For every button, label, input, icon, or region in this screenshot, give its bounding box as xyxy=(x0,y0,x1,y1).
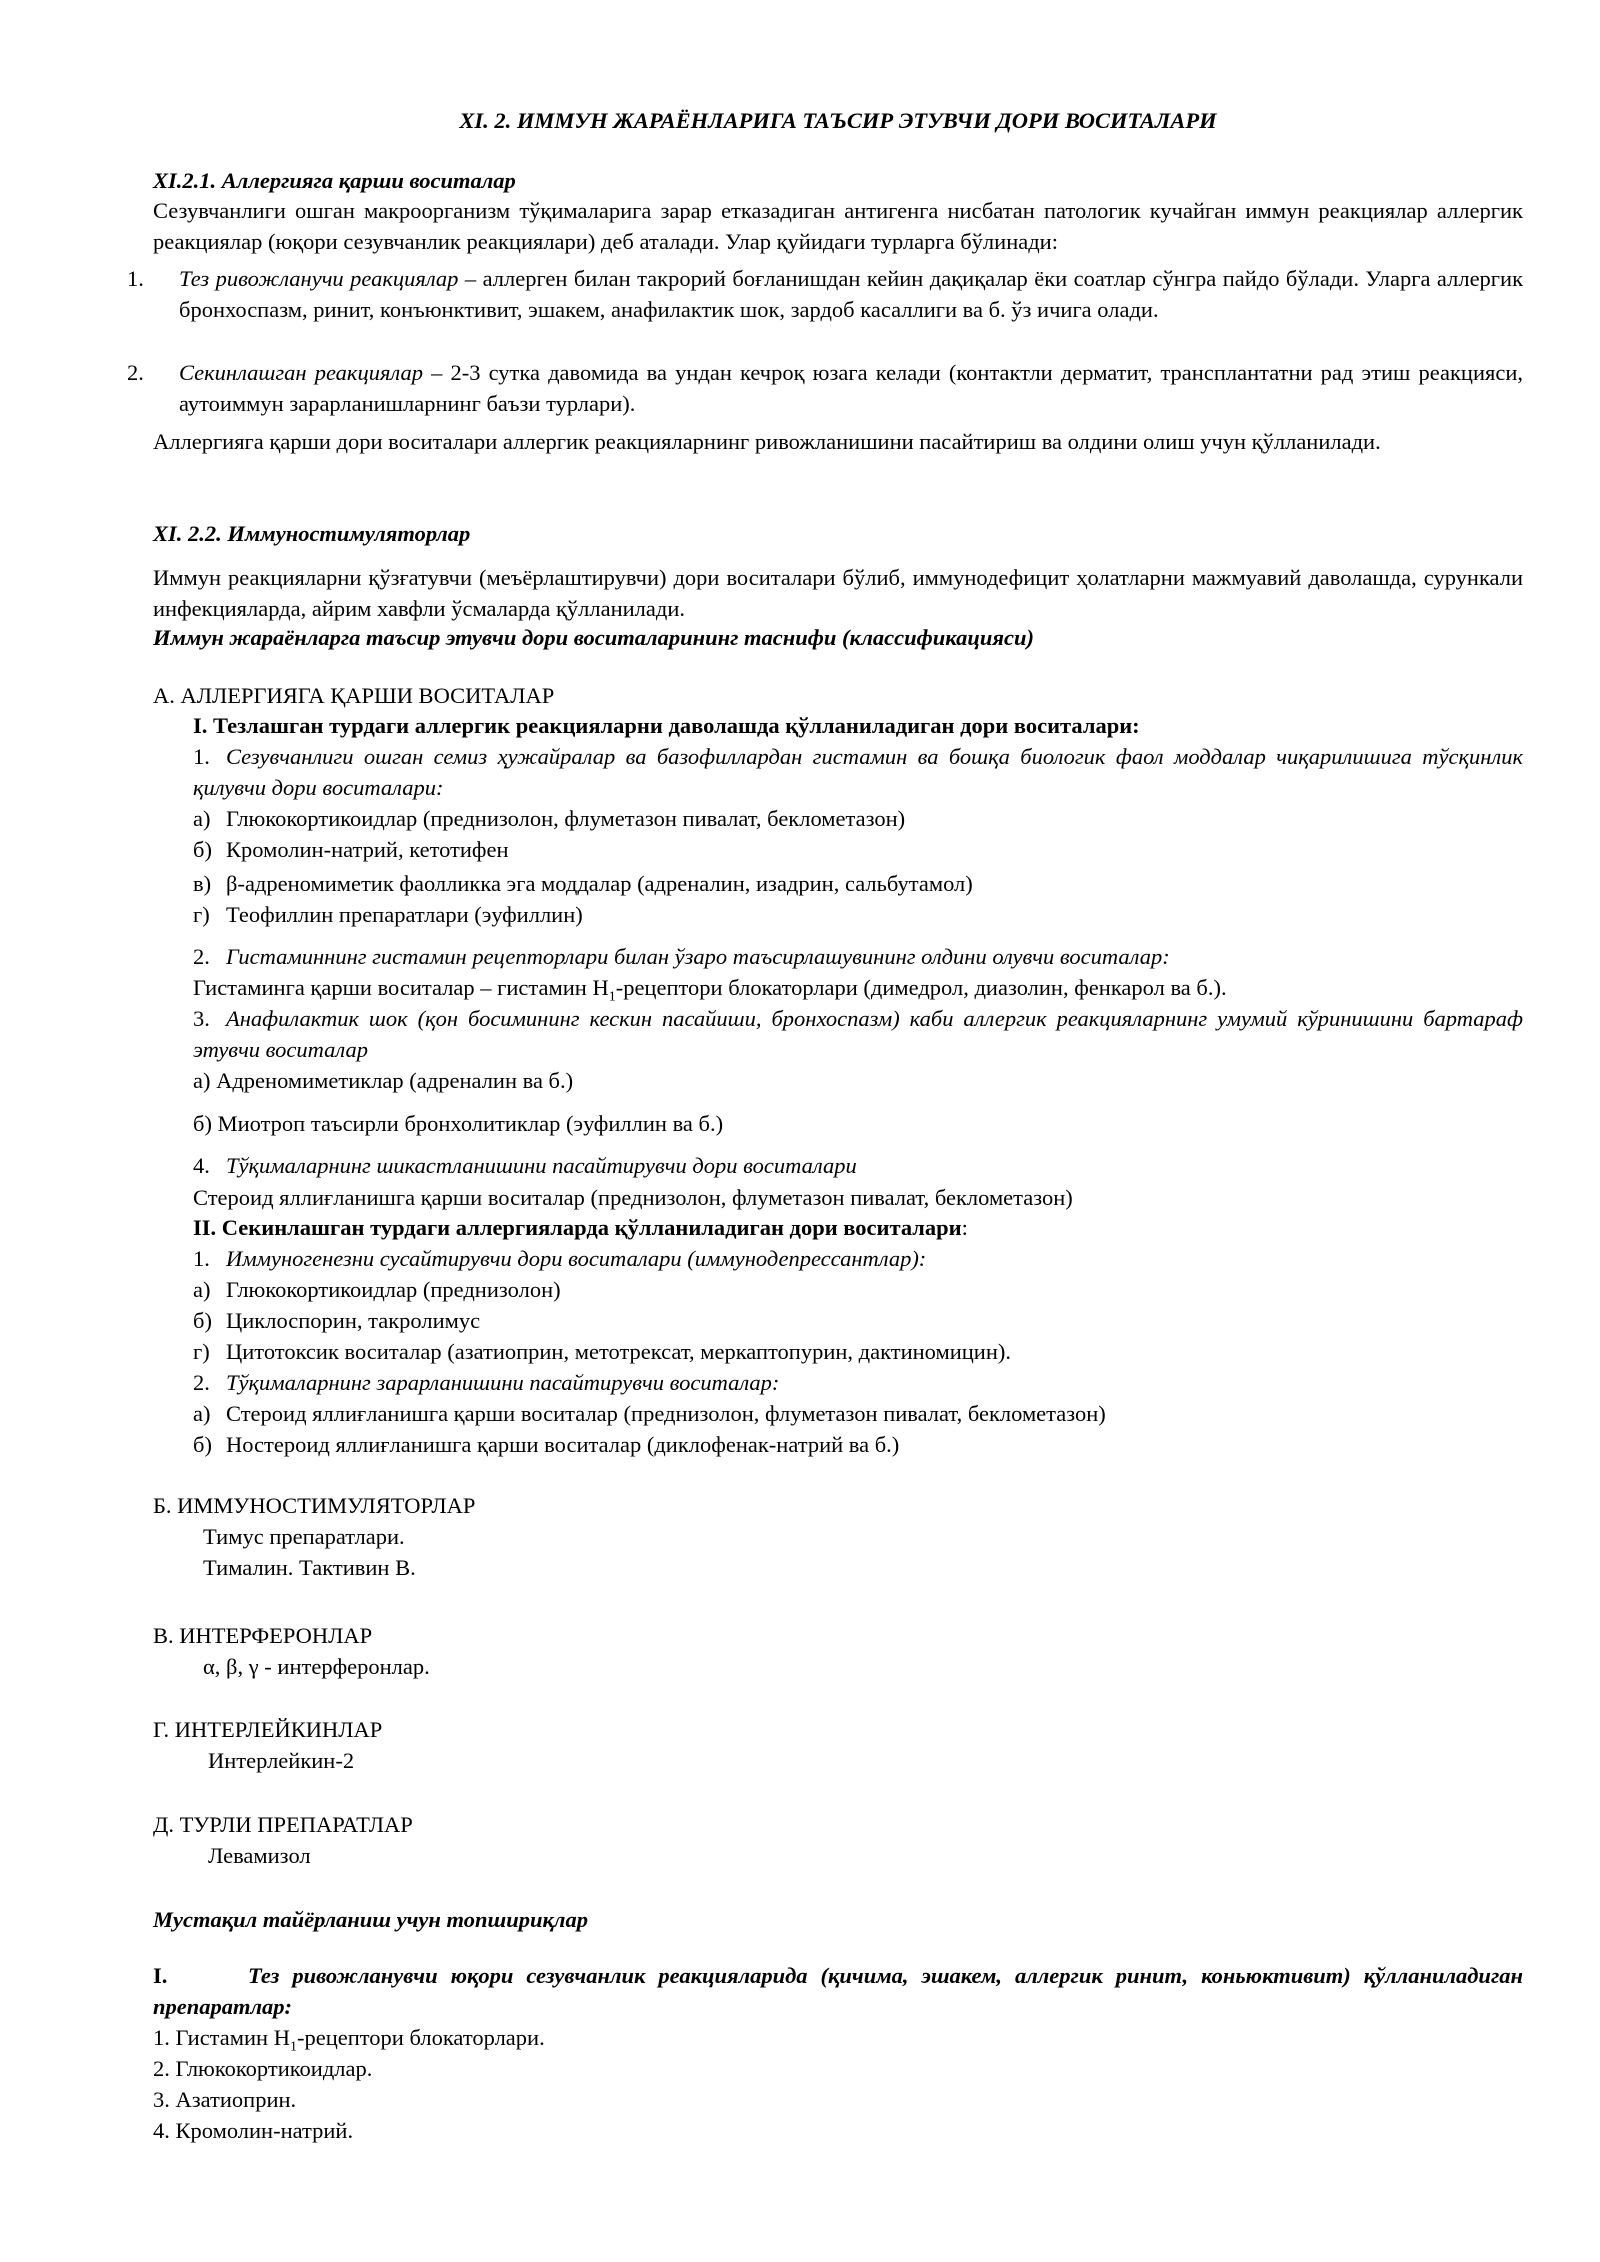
section-heading-immunostimulators: XI. 2.2. Иммуностимуляторлар xyxy=(153,521,471,546)
subgroup-heading-i: I. Тезлашган турдаги аллергик реакцияларни даволашда қўлланиладиган дори воситалари: xyxy=(193,713,1140,738)
answer-option-2: 2. Глюкокортикоидлар. xyxy=(153,2056,373,2081)
list-item: б) Кромолин-натрий, кетотифен xyxy=(193,837,509,862)
thymalin-line: Тималин. Тактивин В. xyxy=(203,1555,416,1580)
list-item: в) β-адреномиметик фаолликка эга моддалар (адреналин, изадрин, сальбутамол) xyxy=(193,871,973,896)
list-item: а) Стероид яллиғланишга қарши воситалар (преднизолон, флуметазон пивалат, беклометазон) xyxy=(193,1401,1106,1426)
immunostimulators-paragraph: Иммун реакцияларни қўзғатувчи (меъёрлаштирувчи) дори воситалари бўлиб, иммунодефицит ҳолатларни мажмуавий даволашда, сурункали инфекцияларда, айрим хавфли ўсмаларда қўлланилади. xyxy=(153,565,1523,621)
answer-option-1: 1. Гистамин $Н_1$-рецептори блокаторлари. xyxy=(153,2025,545,2055)
section-heading-allergy: XI.2.1. Аллергияга қарши воситалар xyxy=(153,168,516,193)
group-heading-d: Д. ТУРЛИ ПРЕПАРАТЛАР xyxy=(153,1812,413,1837)
antihistamine-line: Гистаминга қарши воситалар – гистамин $Н_1$-рецептори блокаторлари (димедрол, диазолин, фенкарол ва б.). xyxy=(193,975,1227,1005)
page-title: XI. 2. ИММУН ЖАРАЁНЛАРИГА ТАЪСИР ЭТУВЧИ ДОРИ ВОСИТАЛАРИ xyxy=(459,108,1217,133)
interferons-line: α, β, γ - интерферонлар. xyxy=(203,1654,430,1679)
drug-group-1: 1. Сезувчанлиги ошган семиз ҳужайралар ва базофиллардан гистамин ва бошқа биологик фаол моддалар чиқарилишига тўсқинлик қилувчи дори воситалари: xyxy=(193,744,1523,800)
allergy-intro-paragraph: Сезувчанлиги ошган макроорганизм тўқималарига зарар етказадиган антигенга нисбатан патологик кучайган иммун реакциялар аллергик реакциялар (юқори сезувчанлик реакциялари) деб аталади. Улар қуйидаги турларга бўлинади: xyxy=(153,198,1523,254)
drug-group-2: 2. Гистаминнинг гистамин рецепторлари билан ўзаро таъсирлашувининг олдини олувчи воситалар: xyxy=(193,944,1170,969)
reaction-type-item-2: 2. Секинлашган реакциялар – 2-3 сутка давомида ва ундан кечроқ юзага келади (контактли дерматит, трансплантатни рад этиш реакцияси, аутоиммун зарарланишларнинг баъзи турлари). xyxy=(127,360,1523,416)
list-item: а) Адреномиметиклар (адреналин ва б.) xyxy=(193,1068,574,1093)
list-item: а) Глюкокортикоидлар (преднизолон) xyxy=(193,1277,561,1302)
list-item: г) Теофиллин препаратлари (эуфиллин) xyxy=(193,902,583,927)
interleukin-line: Интерлейкин-2 xyxy=(208,1748,355,1773)
tasks-heading: Мустақил тайёрланиш учун топшириқлар xyxy=(153,1907,588,1932)
drug-group-ii-1: 1. Иммуногенезни сусайтирувчи дори воситалари (иммунодепрессантлар): xyxy=(193,1246,927,1271)
levamisole-line: Левамизол xyxy=(208,1843,311,1868)
classification-heading: Иммун жараёнларга таъсир этувчи дори воситаларининг таснифи (классификацияси) xyxy=(153,625,1034,650)
reaction-type-item-1: 1. Тез ривожланучи реакциялар – аллерген билан такрорий боғланишдан кейин дақиқалар ёки соатлар сўнгра пайдо бўлади. Уларга аллергик бронхоспазм, ринит, конъюнктивит, эшакем, анафилактик шок, зардоб касаллиги ва б. ўз ичига олади. xyxy=(127,266,1524,322)
reaction-type-name: Секинлашган реакциялар xyxy=(179,360,423,385)
subgroup-heading-ii: II. Секинлашган турдаги аллергияларда қўлланиладиган дори воситалари: xyxy=(193,1215,968,1240)
group-heading-v: В. ИНТЕРФЕРОНЛАР xyxy=(153,1623,373,1648)
drug-group-4: 4. Тўқималарнинг шикастланишини пасайтирувчи дори воситалари xyxy=(193,1153,857,1178)
group-heading-g: Г. ИНТЕРЛЕЙКИНЛАР xyxy=(153,1717,383,1742)
list-item: г) Цитотоксик воситалар (азатиоприн, метотрексат, меркаптопурин, дактиномицин). xyxy=(193,1339,1011,1364)
steroid-line: Стероид яллиғланишга қарши воситалар (преднизолон, флуметазон пивалат, беклометазон) xyxy=(193,1185,1073,1210)
list-item: б) Циклоспорин, такролимус xyxy=(193,1308,481,1333)
answer-option-4: 4. Кромолин-натрий. xyxy=(153,2118,354,2143)
thymus-line: Тимус препаратлари. xyxy=(203,1524,405,1549)
list-item: б) Ностероид яллиғланишга қарши воситалар (диклофенак-натрий ва б.) xyxy=(193,1432,900,1457)
reaction-type-name: Тез ривожланучи реакциялар xyxy=(179,266,459,291)
list-item: а) Глюкокортикоидлар (преднизолон, флуметазон пивалат, беклометазон) xyxy=(193,806,906,831)
group-heading-b: Б. ИММУНОСТИМУЛЯТОРЛАР xyxy=(153,1493,476,1518)
allergy-usage-paragraph: Аллергияга қарши дори воситалари аллергик реакцияларнинг ривожланишини пасайтириш ва олдини олиш учун қўлланилади. xyxy=(153,429,1381,454)
task-question: I. Тез ривожланувчи юқори сезувчанлик реакцияларида (қичима, эшакем, аллергик ринит, коньюктивит) қўлланиладиган препаратлар: xyxy=(153,1963,1523,2019)
group-heading-a: А. АЛЛЕРГИЯГА ҚАРШИ ВОСИТАЛАР xyxy=(153,683,555,708)
list-item: б) Миотроп таъсирли бронхолитиклар (эуфиллин ва б.) xyxy=(193,1111,724,1136)
answer-option-3: 3. Азатиоприн. xyxy=(153,2087,297,2112)
drug-group-3: 3. Анафилактик шок (қон босимининг кескин пасайиши, бронхоспазм) каби аллергик реакцияларнинг умумий кўринишини бартараф этувчи воситалар xyxy=(193,1006,1523,1062)
drug-group-ii-2: 2. Тўқималарнинг зарарланишини пасайтирувчи воситалар: xyxy=(193,1370,780,1395)
